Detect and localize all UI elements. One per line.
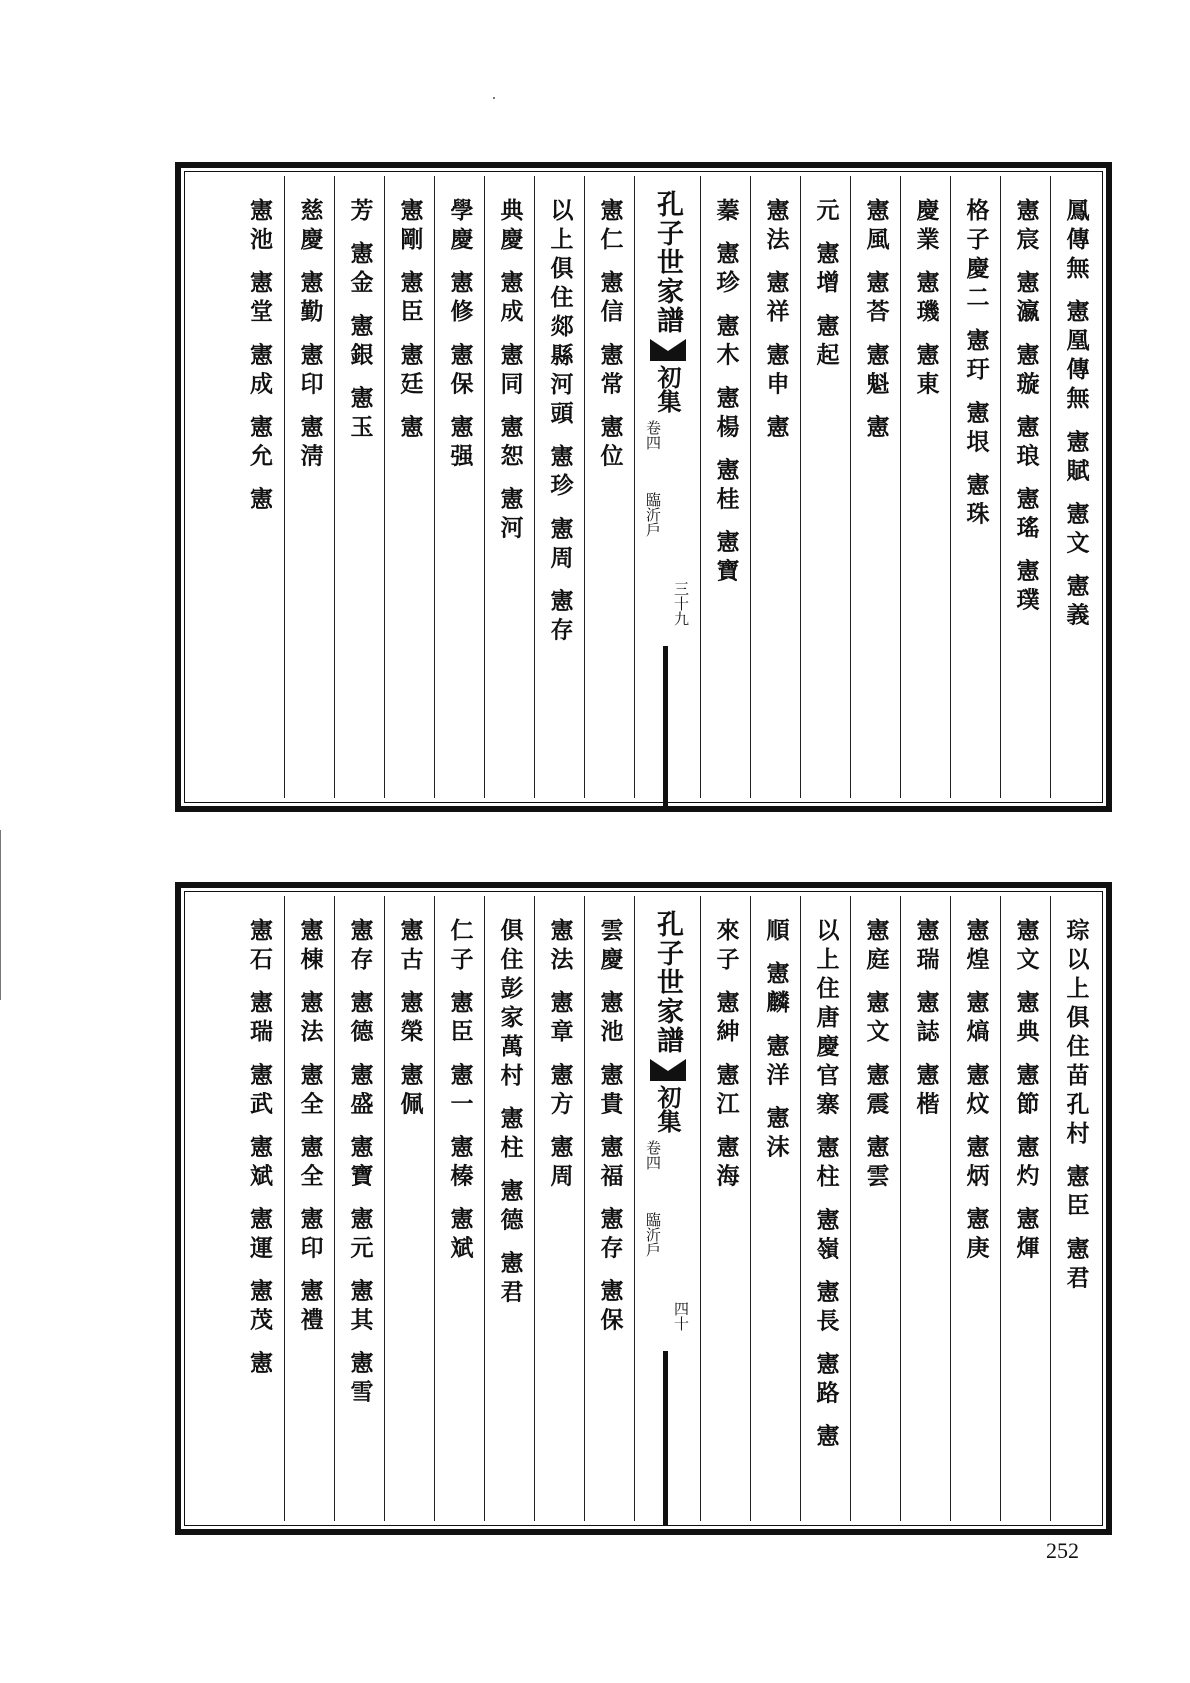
- column: 琮以上俱住苗孔村 憲臣 憲君: [1050, 896, 1100, 1521]
- column: 鳳傳無 憲凰傳無 憲賦 憲文 憲義: [1050, 176, 1100, 798]
- juan-label: 卷四: [644, 420, 662, 450]
- column: 以上住唐慶官寨 憲柱 憲嶺 憲長 憲路 憲: [800, 896, 850, 1521]
- column: 憲古 憲榮 憲佩: [384, 896, 434, 1521]
- column: 憲瑞 憲誌 憲楷: [900, 896, 950, 1521]
- column: 來子 憲紳 憲江 憲海: [700, 896, 750, 1521]
- column: 憲剛 憲臣 憲廷 憲: [384, 176, 434, 798]
- column: 俱住彭家萬村 憲柱 憲德 憲君: [484, 896, 534, 1521]
- genealogy-panel-top: [175, 162, 1112, 812]
- column: 蓁 憲珍 憲木 憲楊 憲桂 憲寶: [700, 176, 750, 798]
- column: 芳 憲金 憲銀 憲玉: [334, 176, 384, 798]
- leaf-number: 三十九: [672, 581, 690, 626]
- column: 憲棟 憲法 憲全 憲全 憲印 憲禮: [284, 896, 334, 1521]
- volume-label: 初集: [653, 1085, 682, 1133]
- column: 憲法 憲祥 憲申 憲: [750, 176, 800, 798]
- center-fold-column: [634, 176, 700, 798]
- panel-bottom-columns: [187, 896, 1100, 1521]
- page-number: 252: [1046, 1538, 1079, 1563]
- column: 學慶 憲修 憲保 憲强: [434, 176, 484, 798]
- book-title: 孔子世家譜: [652, 190, 683, 335]
- column: 典慶 憲成 憲同 憲恕 憲河: [484, 176, 534, 798]
- column: 憲風 憲荅 憲魁 憲: [850, 176, 900, 798]
- volume-label: 初集: [653, 365, 682, 413]
- center-rule: [663, 646, 668, 806]
- place-label: 臨沂戶: [644, 1212, 662, 1257]
- column: 憲存 憲德 憲盛 憲寶 憲元 憲其 憲雪: [334, 896, 384, 1521]
- fishtail-mark-icon: [650, 1059, 686, 1081]
- column: 憲庭 憲文 憲震 憲雲: [850, 896, 900, 1521]
- column: 雲慶 憲池 憲貴 憲福 憲存 憲保: [584, 896, 634, 1521]
- column: 憲石 憲瑞 憲武 憲斌 憲運 憲茂 憲: [246, 918, 273, 1380]
- place-label: 臨沂戶: [644, 492, 662, 537]
- panel-top-columns: [187, 176, 1100, 798]
- genealogy-panel-bottom: [175, 882, 1112, 1535]
- juan-label: 卷四: [644, 1140, 662, 1170]
- column: 以上俱住郯縣河頭 憲珍 憲周 憲存: [534, 176, 584, 798]
- column: 格子慶二 憲玗 憲垠 憲珠: [950, 176, 1000, 798]
- column: 順 憲麟 憲洋 憲沫: [750, 896, 800, 1521]
- scan-edge-mark: [0, 830, 1, 1000]
- fishtail-mark-icon: [650, 339, 686, 361]
- center-fold-column: [634, 896, 700, 1521]
- book-title: 孔子世家譜: [652, 910, 683, 1055]
- column: 元 憲增 憲起: [800, 176, 850, 798]
- column: 慶業 憲璣 憲東: [900, 176, 950, 798]
- center-rule: [663, 1351, 668, 1526]
- column: 憲池 憲堂 憲成 憲允 憲: [246, 198, 273, 516]
- leaf-number: 四十: [672, 1301, 690, 1331]
- column: 憲宸 憲瀛 憲璇 憲琅 憲瑤 憲璞: [1000, 176, 1050, 798]
- column: 慈慶 憲勤 憲印 憲淸: [284, 176, 334, 798]
- column: 憲煌 憲熇 憲炆 憲炳 憲庚: [950, 896, 1000, 1521]
- scan-dot: [493, 97, 495, 99]
- column: 憲文 憲典 憲節 憲灼 憲煇: [1000, 896, 1050, 1521]
- column: 仁子 憲臣 憲一 憲榛 憲斌: [434, 896, 484, 1521]
- column: 憲仁 憲信 憲常 憲位: [584, 176, 634, 798]
- column: 憲法 憲章 憲方 憲周: [534, 896, 584, 1521]
